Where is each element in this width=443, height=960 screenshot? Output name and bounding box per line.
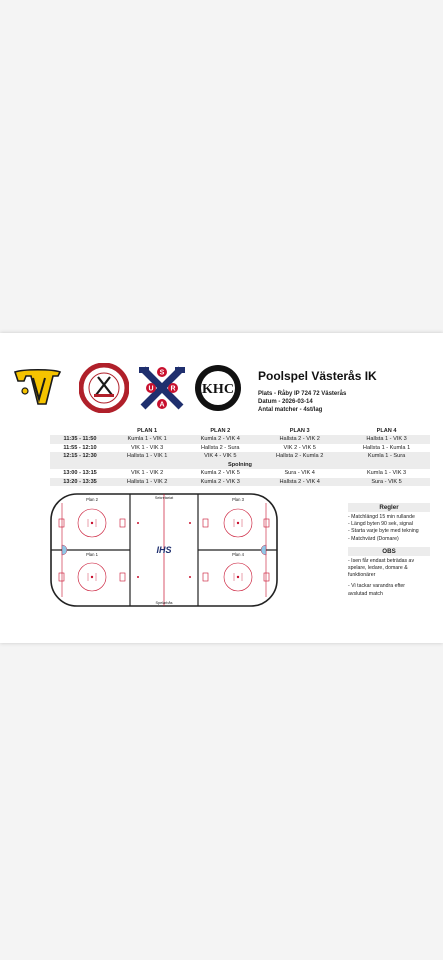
game-cell: Hallsta 1 - VIK 3 [343, 435, 430, 444]
svg-text:R: R [170, 385, 176, 393]
game-cell: Kumla 2 - VIK 3 [184, 478, 256, 487]
plan-label: Plan 2 [86, 497, 98, 502]
time-cell: 13:00 - 13:15 [63, 470, 97, 477]
obs-item: - Vi tackar varandra efter [348, 583, 405, 590]
svg-text:U: U [148, 385, 154, 393]
khc-logo [193, 363, 243, 413]
table-row [50, 444, 430, 453]
svg-text:S: S [159, 369, 165, 377]
table-row [50, 435, 430, 444]
regler-item: - Matchlängd 15 min rullande [348, 514, 415, 520]
obs-item: avslutad match [348, 590, 383, 597]
header-cell [50, 426, 110, 435]
regler-title: Regler [348, 503, 430, 512]
obs-item: funktionärer [348, 572, 376, 579]
page-title: Poolspel Västerås IK [258, 369, 377, 383]
game-cell: Hallsta 1 - VIK 2 [110, 478, 184, 487]
game-cell: Hallsta 2 - Kumla 2 [256, 452, 343, 461]
spelarbas-label: Spelarbås [155, 601, 173, 605]
game-cell: Kumla 1 - VIK 3 [366, 470, 407, 477]
game-cell: Hallsta 2 - Sura [200, 444, 240, 451]
center-ice-logo: IHS [156, 545, 172, 555]
game-cell: Sura - VIK 4 [284, 470, 315, 477]
header-cell: PLAN 1 [137, 427, 158, 434]
regler-item: - Längd byten 90 sek, signal [348, 521, 413, 528]
obs-title: OBS [348, 547, 430, 556]
time-cell: 11:35 - 11:50 [50, 435, 110, 444]
info-datum: Datum - 2026-03-14 [258, 399, 313, 405]
schedule-header-row [50, 426, 430, 435]
table-row [50, 469, 430, 478]
svg-text:A: A [159, 401, 165, 409]
svg-text:KHC: KHC [202, 382, 234, 397]
rink-diagram [50, 493, 278, 607]
header-cell: PLAN 2 [210, 427, 231, 434]
header-cell: PLAN 4 [376, 427, 397, 434]
regler-item: - Starta varje byte med tekning [348, 528, 419, 535]
game-cell: VIK 1 - VIK 3 [130, 444, 164, 451]
time-cell: 13:20 - 13:35 [50, 478, 110, 487]
time-cell: 11:55 - 12:10 [63, 444, 97, 451]
info-plats: Plats - Råby IP 724 72 Västerås [258, 391, 347, 397]
obs-item: - Isen får endast beträdas av [348, 557, 415, 564]
hallstahammar-logo [79, 363, 129, 413]
game-cell: Hallsta 1 - Kumla 1 [362, 444, 411, 451]
header-cell: PLAN 3 [289, 427, 310, 434]
game-cell: Kumla 2 - VIK 5 [200, 470, 240, 477]
game-cell: VIK 2 - VIK 5 [283, 444, 316, 451]
regler-item: - Matchvärd (Domare) [348, 535, 399, 542]
time-cell: 12:15 - 12:30 [50, 452, 110, 461]
table-row [50, 452, 430, 461]
game-cell: Kumla 1 - Sura [343, 452, 430, 461]
game-cell: VIK 1 - VIK 2 [130, 470, 164, 477]
game-cell: Hallsta 2 - VIK 4 [256, 478, 343, 487]
schedule-table [50, 426, 430, 486]
game-cell: Sura - VIK 5 [343, 478, 430, 487]
game-cell: VIK 4 - VIK 5 [184, 452, 256, 461]
game-cell: Kumla 2 - VIK 4 [184, 435, 256, 444]
break-cell: Spolning [50, 461, 430, 470]
table-row [50, 478, 430, 487]
vik-logo [12, 363, 62, 413]
game-cell: Hallsta 1 - VIK 1 [110, 452, 184, 461]
schedule-sheet [0, 333, 443, 643]
break-row [50, 461, 430, 470]
plan-label: Plan 1 [86, 552, 98, 557]
game-cell: Hallsta 2 - VIK 2 [256, 435, 343, 444]
obs-item: spelare, ledare, domare & [348, 565, 408, 572]
game-cell: Kumla 1 - VIK 1 [110, 435, 184, 444]
sura-logo [137, 363, 187, 413]
sekretariat-label: Sekretariat [154, 496, 174, 500]
plan-label: Plan 3 [232, 497, 244, 502]
info-antal: Antal matcher - 4st/lag [258, 407, 323, 413]
plan-label: Plan 4 [232, 552, 244, 557]
rules-panel [348, 503, 430, 598]
